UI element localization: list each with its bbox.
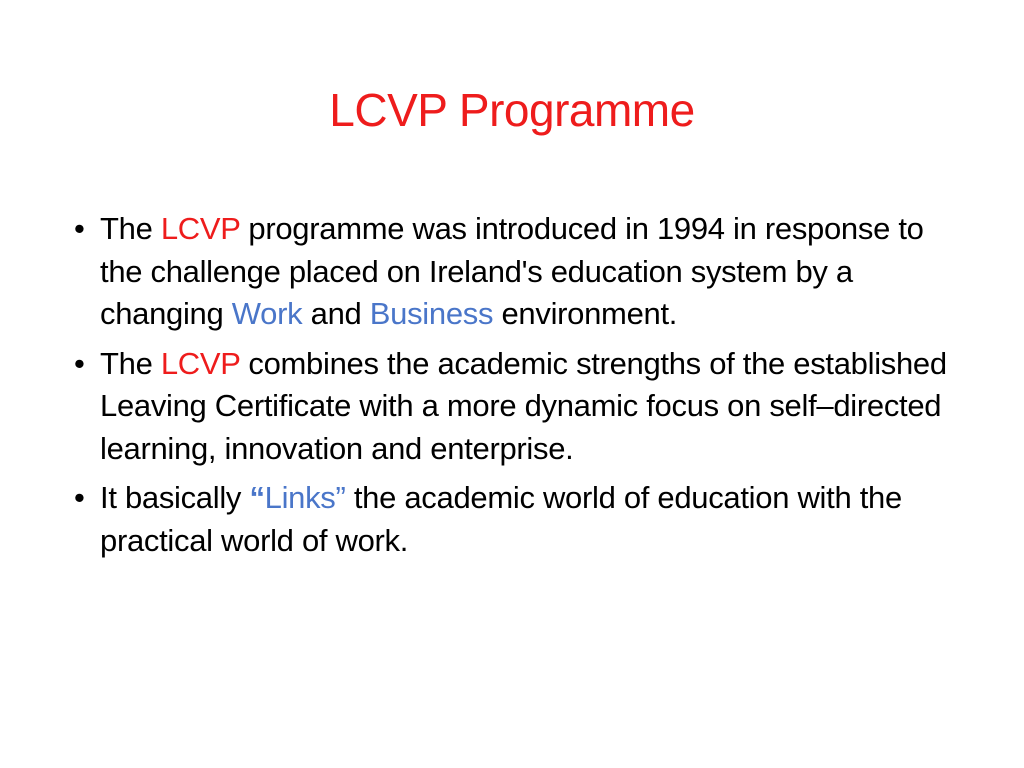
slide-title: LCVP Programme [329, 84, 695, 136]
bullet-item-2 [74, 343, 954, 471]
bullet-item-3 [74, 477, 954, 562]
bullet-dot: • [74, 345, 85, 381]
open-quote-highlight: “ [249, 480, 265, 515]
bullet-text: the academic world of education with the practical world of work. [100, 480, 902, 558]
bullet-text: The [100, 211, 161, 246]
bullet-item-1 [74, 208, 954, 336]
bullet-text: programme was introduced in 1994 in response to the challenge placed on Ireland's education system by a changing [100, 211, 924, 331]
bullet-text: combines the academic strengths of the established Leaving Certificate with a more dynamic focus on self–directed learning, innovation and enterprise. [100, 345, 947, 466]
business-highlight: Business [369, 296, 494, 331]
bullet-text: environment. [493, 296, 678, 331]
bullet-text: and [302, 296, 370, 331]
work-highlight: Work [231, 296, 303, 331]
lcvp-highlight: LCVP [160, 345, 241, 381]
links-highlight: Links” [264, 480, 346, 515]
bullet-dot: • [74, 211, 85, 246]
bullet-text: The [100, 345, 161, 381]
bullet-list [74, 208, 954, 569]
bullet-text: It basically [100, 480, 250, 515]
lcvp-highlight: LCVP [160, 211, 241, 246]
bullet-dot: • [74, 480, 85, 515]
